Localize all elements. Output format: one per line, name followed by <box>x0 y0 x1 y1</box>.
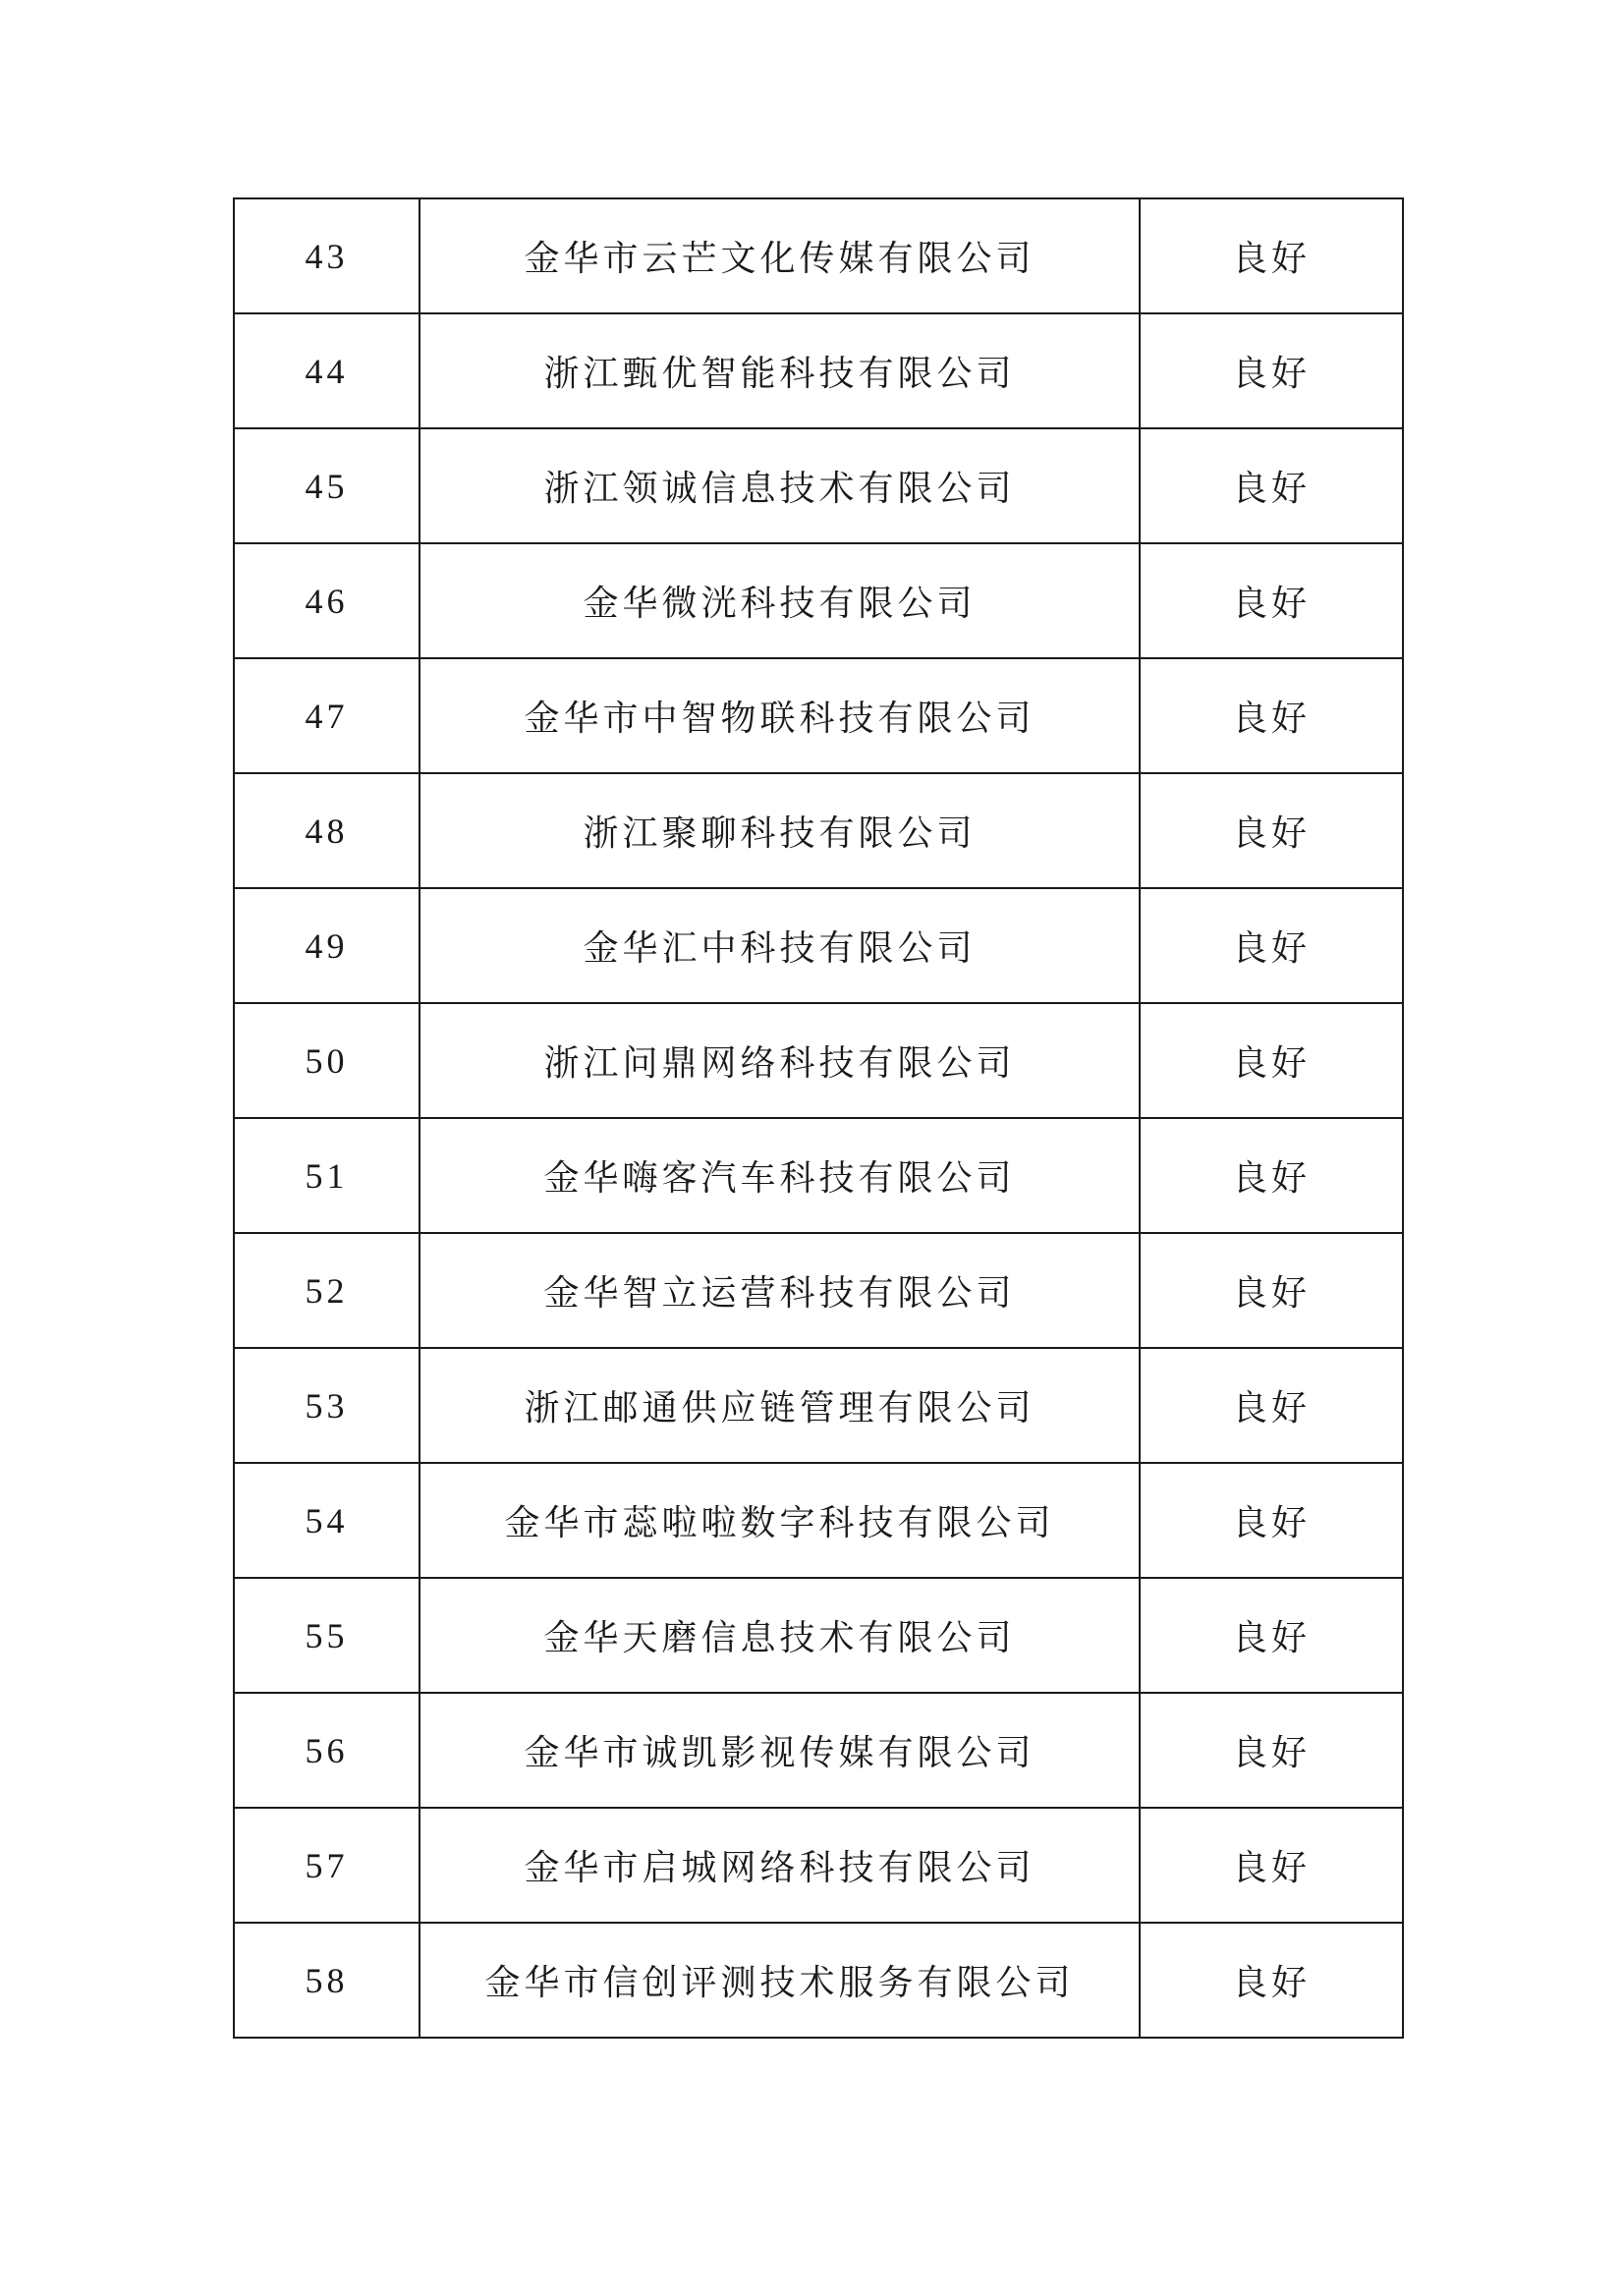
table-row <box>234 1348 1403 1463</box>
row-number: 44 <box>234 313 420 428</box>
row-number: 57 <box>234 1808 420 1923</box>
rating-value: 良好 <box>1140 1233 1403 1348</box>
table-row <box>234 1693 1403 1808</box>
row-number: 51 <box>234 1118 420 1233</box>
table-row <box>234 428 1403 543</box>
rating-value: 良好 <box>1140 888 1403 1003</box>
rating-value: 良好 <box>1140 1693 1403 1808</box>
rating-value: 良好 <box>1140 198 1403 313</box>
rating-value: 良好 <box>1140 1463 1403 1578</box>
table-row <box>234 543 1403 658</box>
rating-value: 良好 <box>1140 313 1403 428</box>
company-name: 金华天磨信息技术有限公司 <box>420 1578 1140 1693</box>
table-row <box>234 198 1403 313</box>
table-row <box>234 313 1403 428</box>
rating-value: 良好 <box>1140 1578 1403 1693</box>
table-row <box>234 1808 1403 1923</box>
rating-value: 良好 <box>1140 1923 1403 2038</box>
company-name: 浙江邮通供应链管理有限公司 <box>420 1348 1140 1463</box>
rating-value: 良好 <box>1140 428 1403 543</box>
row-number: 50 <box>234 1003 420 1118</box>
row-number: 54 <box>234 1463 420 1578</box>
company-name: 金华市云芒文化传媒有限公司 <box>420 198 1140 313</box>
row-number: 47 <box>234 658 420 773</box>
table-body <box>234 198 1403 2038</box>
row-number: 56 <box>234 1693 420 1808</box>
table-row <box>234 1923 1403 2038</box>
company-name: 浙江甄优智能科技有限公司 <box>420 313 1140 428</box>
company-rating-table <box>233 197 1404 2039</box>
table-row <box>234 1463 1403 1578</box>
rating-value: 良好 <box>1140 1118 1403 1233</box>
row-number: 46 <box>234 543 420 658</box>
company-name: 金华智立运营科技有限公司 <box>420 1233 1140 1348</box>
rating-value: 良好 <box>1140 1348 1403 1463</box>
company-name: 金华汇中科技有限公司 <box>420 888 1140 1003</box>
row-number: 45 <box>234 428 420 543</box>
table-row <box>234 1118 1403 1233</box>
table-row <box>234 888 1403 1003</box>
company-name: 金华微洸科技有限公司 <box>420 543 1140 658</box>
row-number: 48 <box>234 773 420 888</box>
rating-value: 良好 <box>1140 658 1403 773</box>
row-number: 53 <box>234 1348 420 1463</box>
company-name: 浙江领诚信息技术有限公司 <box>420 428 1140 543</box>
company-name: 金华市启城网络科技有限公司 <box>420 1808 1140 1923</box>
row-number: 58 <box>234 1923 420 2038</box>
company-name: 浙江聚聊科技有限公司 <box>420 773 1140 888</box>
table-row <box>234 773 1403 888</box>
company-name: 金华市信创评测技术服务有限公司 <box>420 1923 1140 2038</box>
rating-value: 良好 <box>1140 1808 1403 1923</box>
rating-value: 良好 <box>1140 773 1403 888</box>
rating-value: 良好 <box>1140 543 1403 658</box>
company-name: 金华市蕊啦啦数字科技有限公司 <box>420 1463 1140 1578</box>
row-number: 55 <box>234 1578 420 1693</box>
row-number: 49 <box>234 888 420 1003</box>
table-row <box>234 1578 1403 1693</box>
table-row <box>234 1233 1403 1348</box>
row-number: 43 <box>234 198 420 313</box>
company-name: 金华市中智物联科技有限公司 <box>420 658 1140 773</box>
table-row <box>234 1003 1403 1118</box>
company-name: 金华市诚凯影视传媒有限公司 <box>420 1693 1140 1808</box>
company-name: 金华嗨客汽车科技有限公司 <box>420 1118 1140 1233</box>
table-row <box>234 658 1403 773</box>
row-number: 52 <box>234 1233 420 1348</box>
company-name: 浙江问鼎网络科技有限公司 <box>420 1003 1140 1118</box>
rating-value: 良好 <box>1140 1003 1403 1118</box>
